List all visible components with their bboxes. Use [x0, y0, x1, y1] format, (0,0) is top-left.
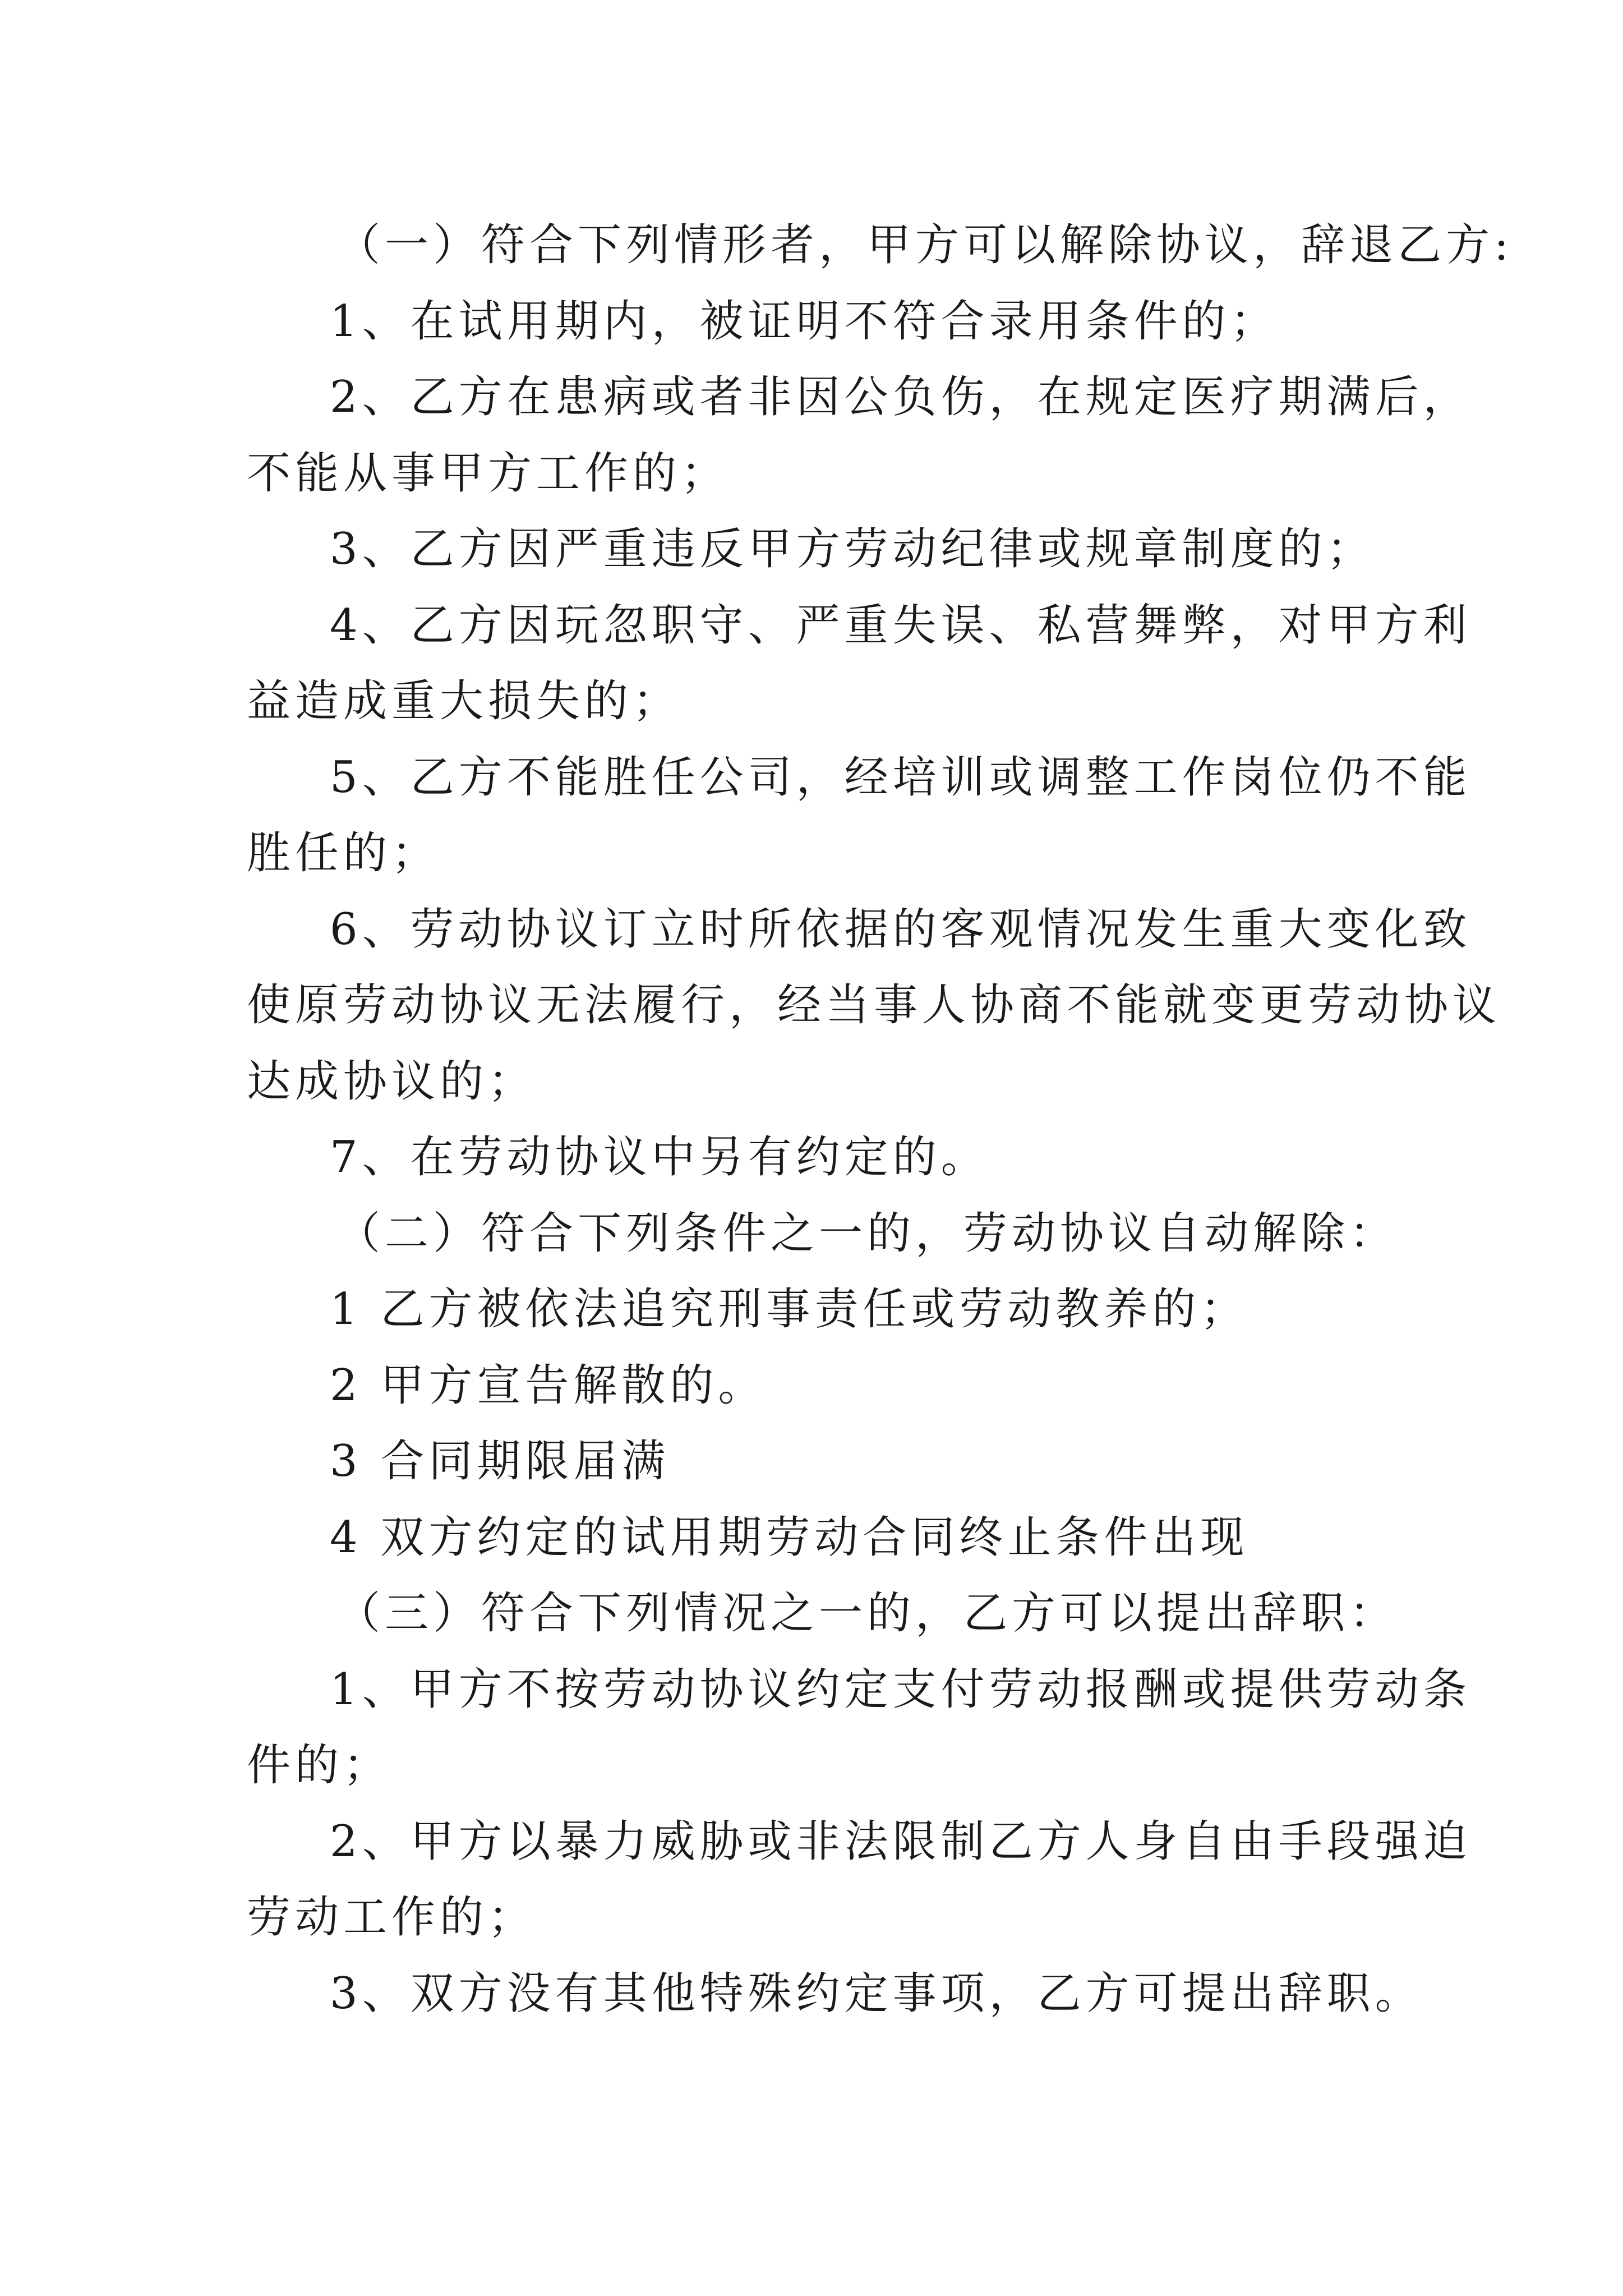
document-body [247, 208, 1514, 2032]
clause-line: 3、乙方因严重违反甲方劳动纪律或规章制度的； [330, 524, 1375, 574]
clause-continuation: 益造成重大损失的； [247, 676, 681, 726]
clause-continuation: 劳动工作的； [247, 1892, 537, 1943]
clause-line: 2、乙方在患病或者非因公负伤，在规定医疗期满后， [330, 372, 1472, 422]
clause-line: 5、乙方不能胜任公司，经培训或调整工作岗位仍不能 [330, 752, 1472, 803]
section-heading-1: （一）符合下列情形者，甲方可以解除协议，辞退乙方: [336, 220, 1514, 270]
clause-continuation: 胜任的； [247, 828, 440, 878]
clause-continuation: 使原劳动协议无法履行，经当事人协商不能就变更劳动协议 [247, 980, 1501, 1030]
clause-line: 1、在试用期内，被证明不符合录用条件的； [330, 296, 1279, 347]
clause-line: 3 合同期限届满 [330, 1436, 670, 1487]
clause-line: 2 甲方宣告解散的。 [330, 1360, 767, 1411]
clause-line: 7、在劳动协议中另有约定的。 [330, 1132, 989, 1182]
clause-line: 4 双方约定的试用期劳动合同终止条件出现 [330, 1512, 1249, 1563]
clause-line: 4、乙方因玩忽职守、严重失误、私营舞弊，对甲方利 [330, 600, 1472, 651]
clause-continuation: 达成协议的； [247, 1056, 537, 1107]
section-heading-3: （三）符合下列情况之一的，乙方可以提出辞职： [336, 1588, 1398, 1639]
clause-line: 1、甲方不按劳动协议约定支付劳动报酬或提供劳动条 [330, 1664, 1472, 1715]
clause-line: 1 乙方被依法追究刑事责任或劳动教养的； [330, 1284, 1249, 1335]
clause-line: 6、劳动协议订立时所依据的客观情况发生重大变化致 [330, 904, 1472, 955]
clause-line: 2、甲方以暴力威胁或非法限制乙方人身自由手段强迫 [330, 1816, 1472, 1867]
clause-continuation: 不能从事甲方工作的； [247, 448, 730, 499]
clause-continuation: 件的； [247, 1740, 392, 1791]
section-heading-2: （二）符合下列条件之一的，劳动协议自动解除： [336, 1208, 1398, 1259]
clause-line: 3、双方没有其他特殊约定事项，乙方可提出辞职。 [330, 1968, 1423, 2019]
